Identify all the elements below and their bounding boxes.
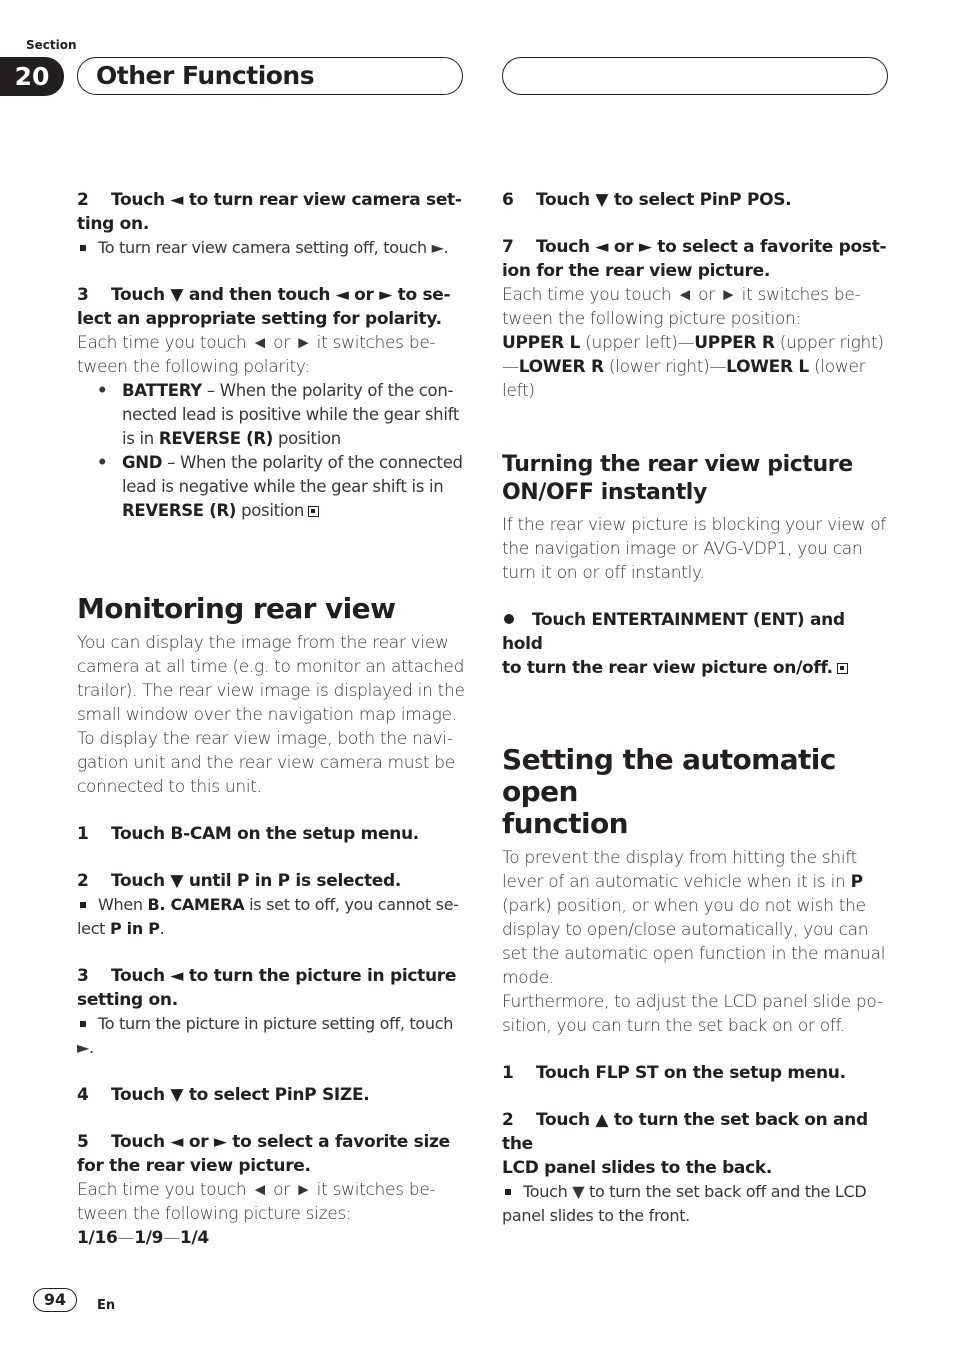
monitoring-description: You can display the image from the rear view camera at all time (e.g. to monitor an attached trailor). The rear view image is displayed in the small window over the navigation map image. To display the rear view image, both the navi- gation unit and the rear view camera must be connected to this unit. [77,633,465,797]
step-circle-icon [504,614,514,624]
page-number: 94 [33,1288,77,1312]
note-pip-off: To turn the picture in picture setting off, touch ►. [77,1014,454,1057]
bullet-dot-icon: • [97,381,108,400]
heading-turning-rear-view: Turning the rear view picture ON/OFF instantly [502,452,853,505]
note-bcamera: When B. CAMERA is set to off, you cannot se- lect P in P. [77,895,459,938]
step-entertainment-hold: Touch ENTERTAINMENT (ENT) and hold to turn the rear view picture on/off. [502,608,890,680]
polarity-intro: Each time you touch ◄ or ► it switches be- tween the following polarity: [77,333,436,377]
note-square-icon [80,902,86,908]
language-label: En [97,1298,116,1313]
right-column [502,188,890,1228]
bullet-dot-icon: • [97,453,108,472]
note-square-icon [80,245,86,251]
sizes-intro: Each time you touch ◄ or ► it switches be- tween the following picture sizes: 1/16—1/9—1/4 [77,1180,436,1248]
section-label: Section [26,38,77,52]
note-setback-off: Touch ▼ to turn the set back off and the LCD panel slides to the front. [502,1182,867,1225]
turning-description: If the rear view picture is blocking your view of the navigation image or AVG-VDP1, you can turn it on or off instantly. [502,515,886,583]
positions-list: Each time you touch ◄ or ► it switches be- tween the following picture position: UPPER L (upper left)—UPPER R (upper right) —LOWER R (lower right)—LOWER L (lower left) [502,285,884,401]
step-1-flpst: 1 Touch FLP ST on the setup menu. [502,1063,846,1083]
header-right-frame [502,57,888,95]
step-1-bcam: 1 Touch B-CAM on the setup menu. [77,824,419,844]
step-2-rear-camera: 2 Touch ◄ to turn rear view camera set- ting on. [77,190,462,234]
note-rear-camera-off: To turn rear view camera setting off, touch ►. [77,236,465,260]
left-column [77,188,465,1250]
step-2-setback: 2 Touch ▲ to turn the set back on and the LCD panel slides to the back. [502,1110,868,1178]
heading-automatic-open: Setting the automatic open function [502,743,836,840]
step-2-pinp: 2 Touch ▼ until P in P is selected. [77,871,402,891]
section-number-badge: 20 [0,57,64,96]
bullet-battery: • BATTERY – When the polarity of the con- nected lead is positive while the gear shift is in REVERSE (R) position [97,381,460,448]
note-square-icon [80,1021,86,1027]
chapter-title: Other Functions [96,61,315,90]
bullet-gnd: • GND – When the polarity of the connected lead is negative while the gear shift is in REVERSE (R) position [97,453,463,520]
end-mark-icon [308,506,319,517]
step-7-position: 7 Touch ◄ or ► to select a favorite post- ion for the rear view picture. [502,237,887,281]
step-3-polarity: 3 Touch ▼ and then touch ◄ or ► to se- lect an appropriate setting for polarity. [77,285,451,329]
step-3-pip-on: 3 Touch ◄ to turn the picture in picture setting on. [77,966,457,1010]
automatic-open-description: To prevent the display from hitting the shift lever of an automatic vehicle when it is in P (park) position, or when you do not wish the display to open/close automatically, you can set the automatic open function in the manual mode. Furthermore, to adjust the LCD panel slide po- sition, you can turn the set back on or off. [502,848,886,1036]
step-6-pinp-pos: 6 Touch ▼ to select PinP POS. [502,190,792,210]
end-mark-icon [837,663,848,674]
step-4-pinp-size: 4 Touch ▼ to select PinP SIZE. [77,1085,370,1105]
heading-monitoring-rear-view: Monitoring rear view [77,592,396,625]
step-5-size: 5 Touch ◄ or ► to select a favorite size for the rear view picture. [77,1132,450,1176]
note-square-icon [505,1189,511,1195]
